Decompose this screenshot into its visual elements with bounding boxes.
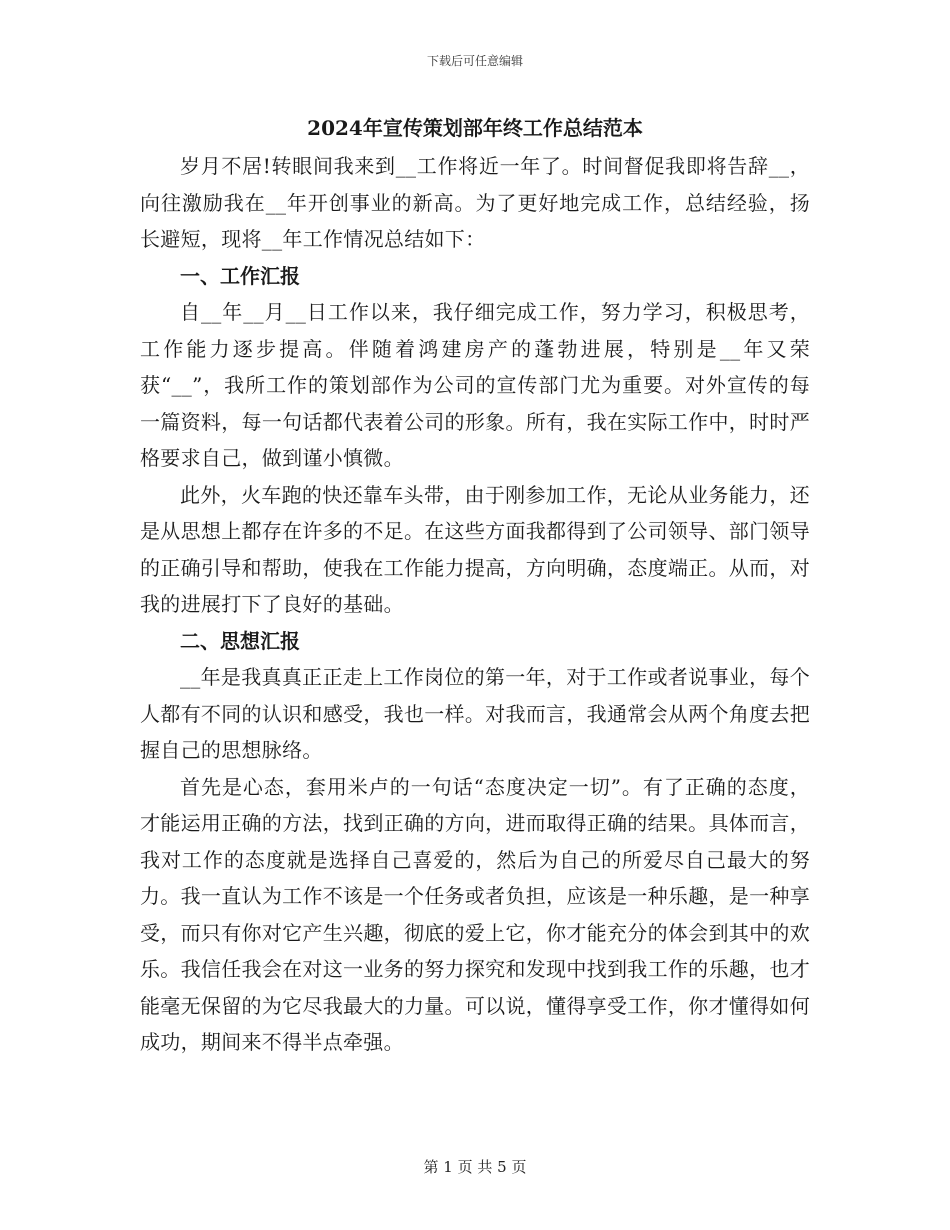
paragraph-work-2: 此外，火车跑的快还靠车头带，由于刚参加工作，无论从业务能力，还是从思想上都存在许多的不足。在这些方面我都得到了公司领导、部门领导的正确引导和帮助，使我在工作能力提高，方向明确，态度端正。从而，对我的进展打下了良好的基础。 xyxy=(140,482,810,616)
paragraph-intro: 岁月不居!转眼间我来到__工作将近一年了。时间督促我即将告辞__，向往激励我在__年开创事业的新高。为了更好地完成工作，总结经验，扬长避短，现将__年工作情况总结如下： xyxy=(140,154,810,251)
paragraph-work-1: 自__年__月__日工作以来，我仔细完成工作，努力学习，积极思考，工作能力逐步提高。伴随着鸿建房产的蓬勃进展，特别是__年又荣获“__”，我所工作的策划部作为公司的宣传部门尤为重要。对外宣传的每一篇资料，每一句话都代表着公司的形象。所有，我在实际工作中，时时严格要求自己，做到谨小慎微。 xyxy=(140,300,810,470)
page-footer: 第 1 页 共 5 页 xyxy=(423,1158,527,1176)
section-heading-thought-report: 二、思想汇报 xyxy=(180,628,300,653)
document-body xyxy=(140,112,810,1061)
section-heading-work-report: 一、工作汇报 xyxy=(180,263,300,288)
document-title: 2024年宣传策划部年终工作总结范本 xyxy=(307,116,643,140)
header-note: 下载后可任意编辑 xyxy=(426,54,523,68)
paragraph-thought-2: 首先是心态，套用米卢的一句话“态度决定一切”。有了正确的态度，才能运用正确的方法，找到正确的方向，进而取得正确的结果。具体而言，我对工作的态度就是选择自己喜爱的，然后为自己的所爱尽自己最大的努力。我一直认为工作不该是一个任务或者负担，应该是一种乐趣，是一种享受，而只有你对它产生兴趣，彻底的爱上它，你才能充分的体会到其中的欢乐。我信任我会在对这一业务的努力探究和发现中找到我工作的乐趣，也才能毫无保留的为它尽我最大的力量。可以说，懂得享受工作，你才懂得如何成功，期间来不得半点牵强。 xyxy=(140,774,810,1054)
paragraph-thought-1: __年是我真真正正走上工作岗位的第一年，对于工作或者说事业，每个人都有不同的认识和感受，我也一样。对我而言，我通常会从两个角度去把握自己的思想脉络。 xyxy=(140,665,810,762)
